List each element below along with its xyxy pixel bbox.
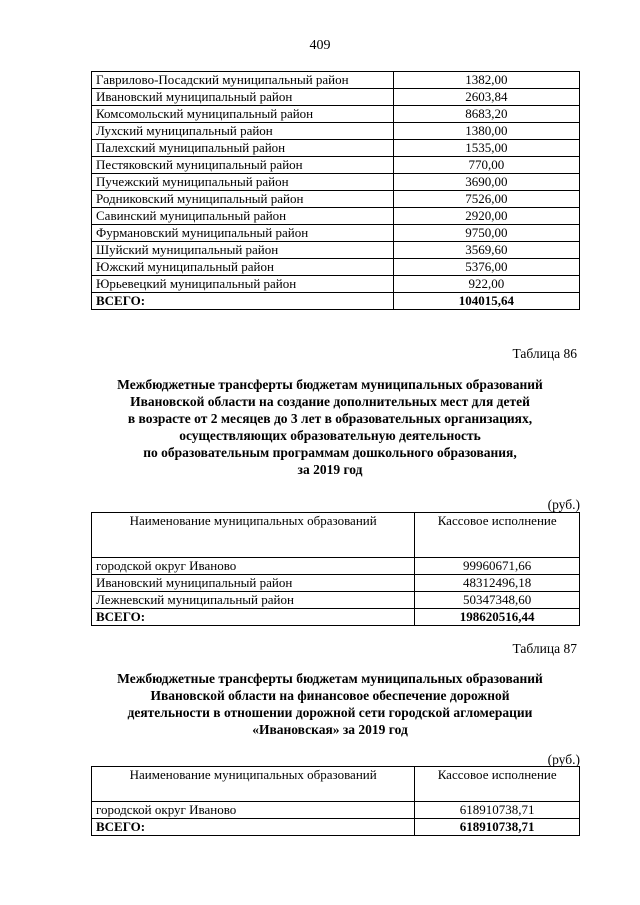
cell-value: 8683,20 <box>393 106 579 123</box>
cell-value: 2920,00 <box>393 208 579 225</box>
table-row <box>92 225 580 242</box>
table-86-unit: (руб.) <box>547 497 580 512</box>
cell-name: Палехский муниципальный район <box>92 140 394 157</box>
cell-value: 1382,00 <box>393 72 579 89</box>
table-header-row <box>92 513 580 558</box>
cell-value: 7526,00 <box>393 191 579 208</box>
cell-value: 9750,00 <box>393 225 579 242</box>
title-line: в возрасте от 2 месяцев до 3 лет в образовательных организациях, <box>127 411 533 426</box>
total-value: 618910738,71 <box>415 819 580 836</box>
table-86-label: Таблица 86 <box>512 346 577 361</box>
table-row <box>92 157 580 174</box>
cell-value: 3690,00 <box>393 174 579 191</box>
table-86 <box>91 512 580 626</box>
title-line: осуществляющих образовательную деятельность <box>179 428 481 443</box>
column-header-name: Наименование муниципальных образований <box>92 513 415 558</box>
cell-name: Южский муниципальный район <box>92 259 394 276</box>
cell-name: Пучежский муниципальный район <box>92 174 394 191</box>
table-row <box>92 802 580 819</box>
cell-value: 2603,84 <box>393 89 579 106</box>
title-line: деятельности в отношении дорожной сети городской агломерации <box>127 705 533 720</box>
cell-value: 1535,00 <box>393 140 579 157</box>
title-line: Межбюджетные трансферты бюджетам муниципальных образований <box>117 377 543 392</box>
total-row <box>92 293 580 310</box>
table-row <box>92 72 580 89</box>
page-number: 409 <box>309 38 331 53</box>
cell-value: 770,00 <box>393 157 579 174</box>
table-continuation <box>91 71 580 310</box>
cell-name: Родниковский муниципальный район <box>92 191 394 208</box>
table-87-label: Таблица 87 <box>512 641 577 656</box>
cell-name: Комсомольский муниципальный район <box>92 106 394 123</box>
column-header-name: Наименование муниципальных образований <box>92 767 415 802</box>
cell-value: 48312496,18 <box>415 575 580 592</box>
table-row <box>92 89 580 106</box>
cell-name: Лухский муниципальный район <box>92 123 394 140</box>
cell-name: Шуйский муниципальный район <box>92 242 394 259</box>
table-row <box>92 592 580 609</box>
cell-value: 1380,00 <box>393 123 579 140</box>
cell-name: Пестяковский муниципальный район <box>92 157 394 174</box>
cell-value: 5376,00 <box>393 259 579 276</box>
cell-name: Юрьевецкий муниципальный район <box>92 276 394 293</box>
table-header-row <box>92 767 580 802</box>
table-86-title <box>60 376 600 478</box>
title-line: Ивановской области на финансовое обеспечение дорожной <box>150 688 510 703</box>
table-row <box>92 123 580 140</box>
total-row <box>92 609 580 626</box>
table-row <box>92 191 580 208</box>
cell-name: городской округ Иваново <box>92 802 415 819</box>
column-header-value: Кассовое исполнение <box>415 767 580 802</box>
column-header-value: Кассовое исполнение <box>415 513 580 558</box>
total-label: ВСЕГО: <box>92 293 394 310</box>
total-label: ВСЕГО: <box>92 609 415 626</box>
cell-value: 50347348,60 <box>415 592 580 609</box>
table-row <box>92 558 580 575</box>
cell-name: Ивановский муниципальный район <box>92 89 394 106</box>
total-value: 104015,64 <box>393 293 579 310</box>
title-line: Межбюджетные трансферты бюджетам муниципальных образований <box>117 671 543 686</box>
cell-value: 922,00 <box>393 276 579 293</box>
table-row <box>92 242 580 259</box>
cell-value: 3569,60 <box>393 242 579 259</box>
title-line: по образовательным программам дошкольного образования, <box>143 445 517 460</box>
table-row <box>92 575 580 592</box>
table-row <box>92 106 580 123</box>
table-87 <box>91 766 580 836</box>
cell-name: Гаврилово-Посадский муниципальный район <box>92 72 394 89</box>
cell-name: Савинский муниципальный район <box>92 208 394 225</box>
table-row <box>92 276 580 293</box>
total-label: ВСЕГО: <box>92 819 415 836</box>
title-line: за 2019 год <box>297 462 363 477</box>
cell-name: Лежневский муниципальный район <box>92 592 415 609</box>
cell-name: Фурмановский муниципальный район <box>92 225 394 242</box>
title-line: «Ивановская» за 2019 год <box>252 722 408 737</box>
table-row <box>92 208 580 225</box>
cell-name: городской округ Иваново <box>92 558 415 575</box>
table-row <box>92 174 580 191</box>
table-row <box>92 140 580 157</box>
total-row <box>92 819 580 836</box>
cell-value: 99960671,66 <box>415 558 580 575</box>
title-line: Ивановской области на создание дополнительных мест для детей <box>130 394 530 409</box>
table-87-title <box>60 670 600 738</box>
table-87-unit: (руб.) <box>547 752 580 767</box>
cell-value: 618910738,71 <box>415 802 580 819</box>
table-row <box>92 259 580 276</box>
cell-name: Ивановский муниципальный район <box>92 575 415 592</box>
total-value: 198620516,44 <box>415 609 580 626</box>
